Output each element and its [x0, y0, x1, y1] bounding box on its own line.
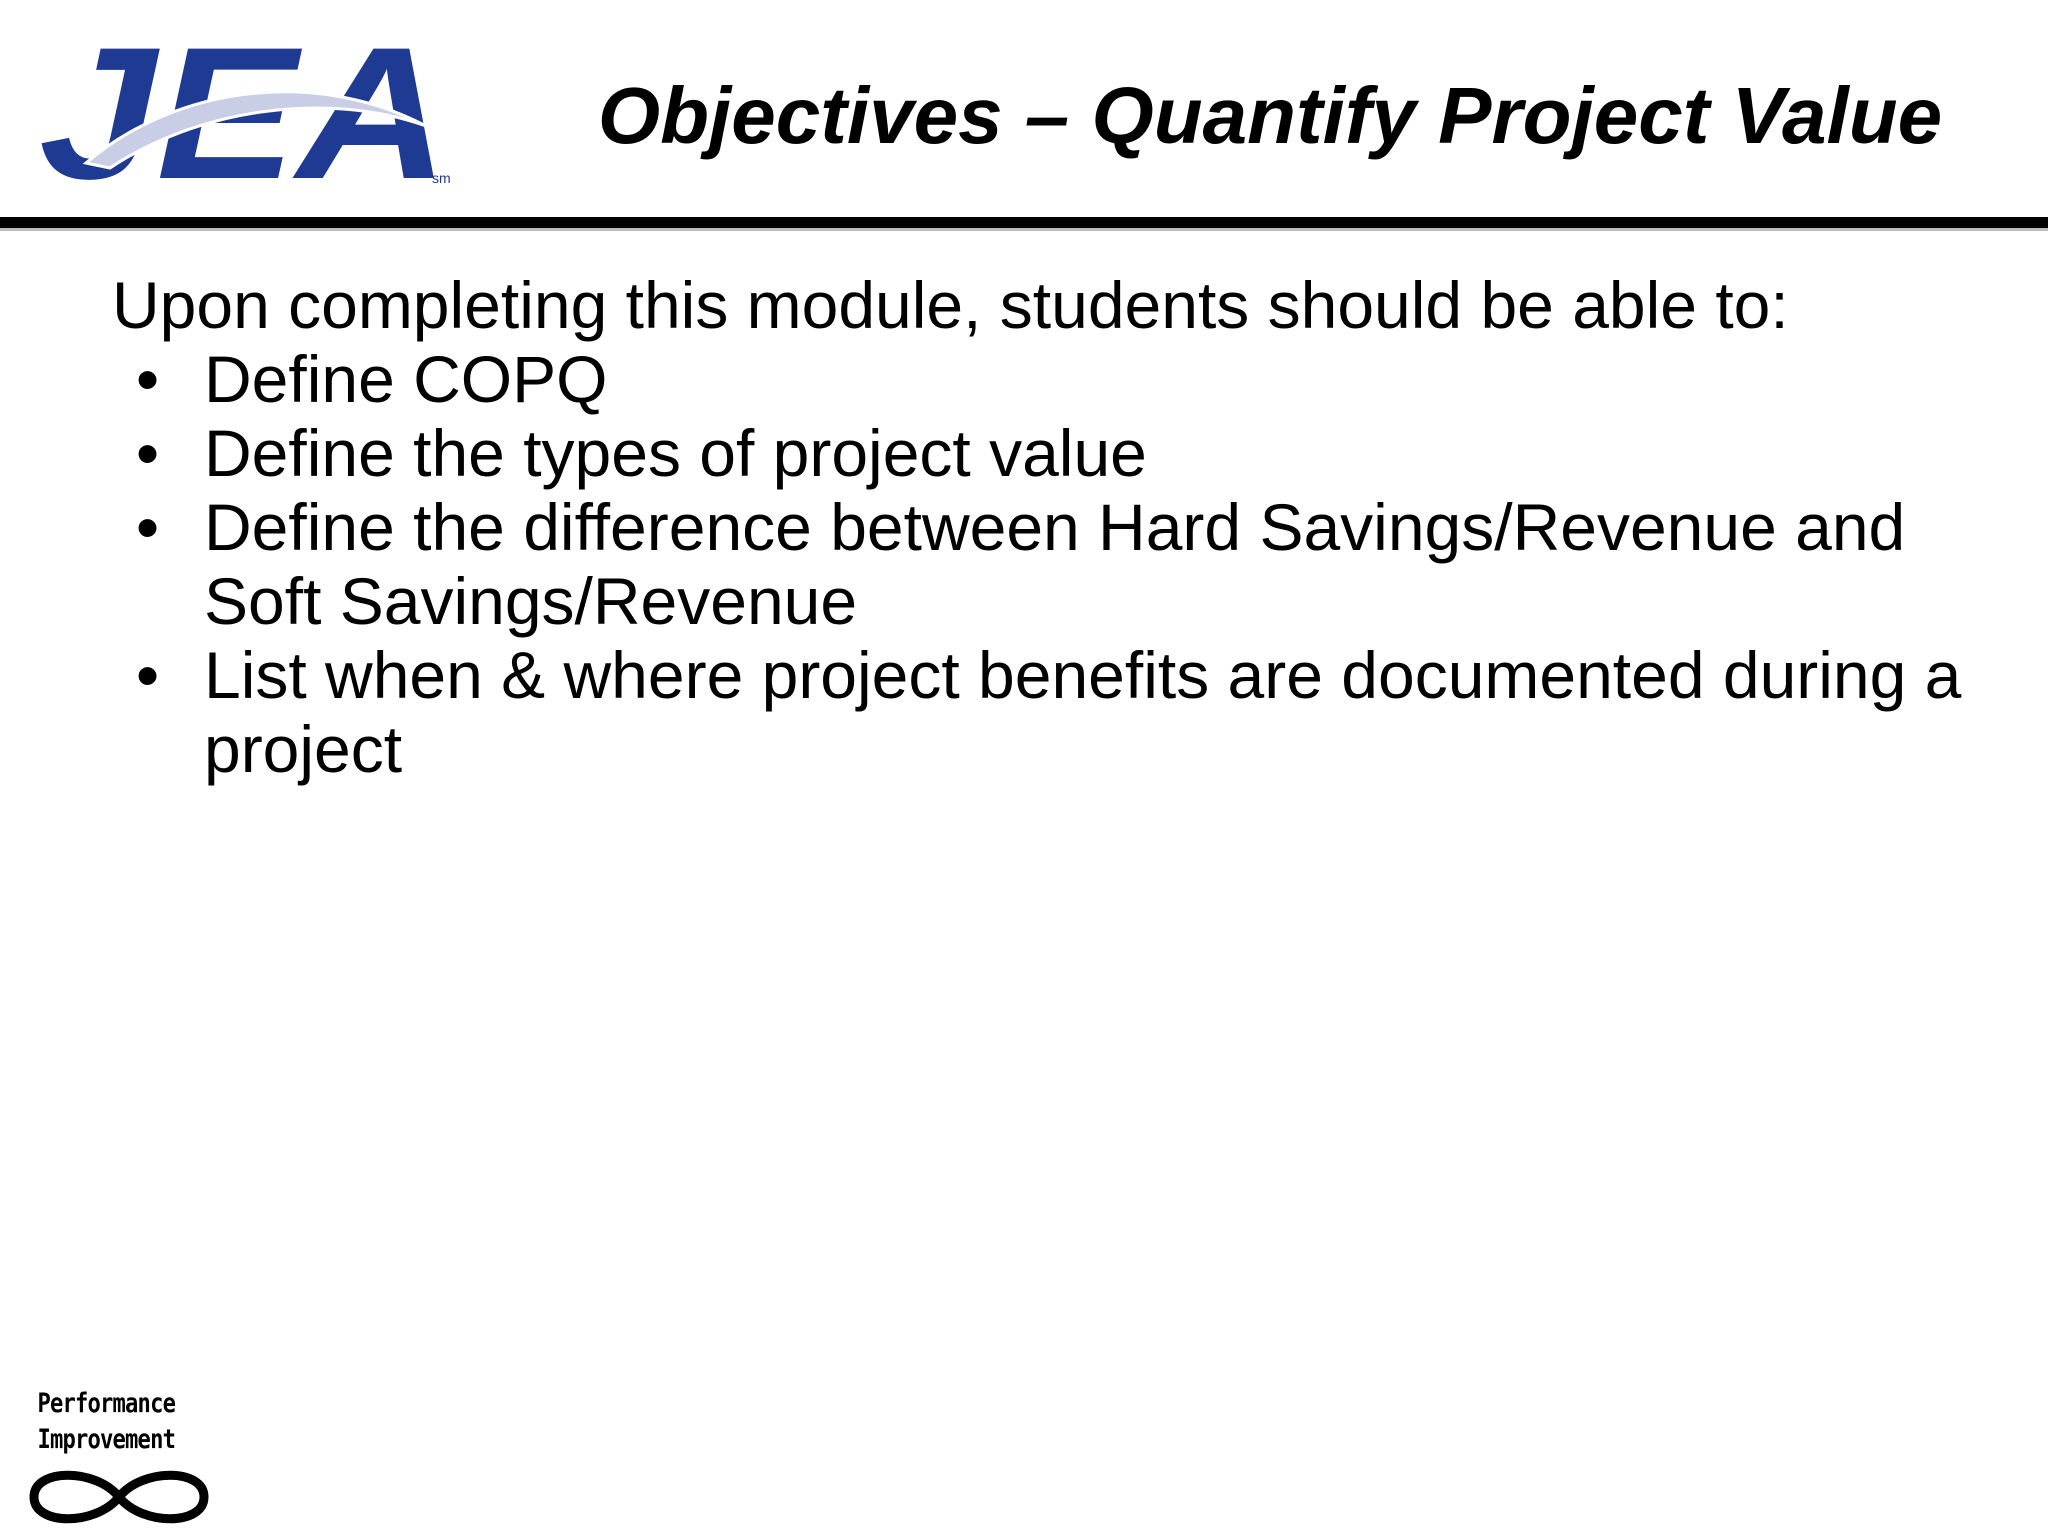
bullet-icon: • [136, 638, 160, 712]
list-item [112, 638, 1992, 786]
list-item [112, 490, 1992, 638]
list-item-text: Define COPQ [204, 342, 608, 416]
infinity-icon [26, 1464, 212, 1530]
logo-line-performance: Performance [37, 1388, 176, 1419]
logo-lettering: JEA [39, 28, 449, 198]
logo-service-mark: sm [432, 170, 451, 186]
bullet-icon: • [136, 342, 160, 416]
slide-body [112, 268, 1992, 786]
jea-logo [6, 28, 466, 198]
slide-title: Objectives – Quantify Project Value [597, 71, 1943, 160]
list-item-text: Define the types of project value [204, 416, 1147, 490]
performance-improvement-logo [26, 1386, 216, 1526]
header-divider [0, 217, 2048, 228]
intro-text: Upon completing this module, students should be able to: [112, 268, 1789, 342]
bullet-icon: • [136, 416, 160, 490]
header-divider-shadow [0, 228, 2048, 231]
list-item [112, 416, 1992, 490]
bullet-icon: • [136, 490, 160, 564]
objectives-list [112, 342, 1992, 786]
list-item-text: Define the difference between Hard Savings/Revenue and Soft Savings/Revenue [204, 490, 1906, 638]
list-item [112, 342, 1992, 416]
list-item-text: List when & where project benefits are documented during a project [204, 638, 1962, 786]
logo-line-improvement: Improvement [37, 1424, 176, 1455]
